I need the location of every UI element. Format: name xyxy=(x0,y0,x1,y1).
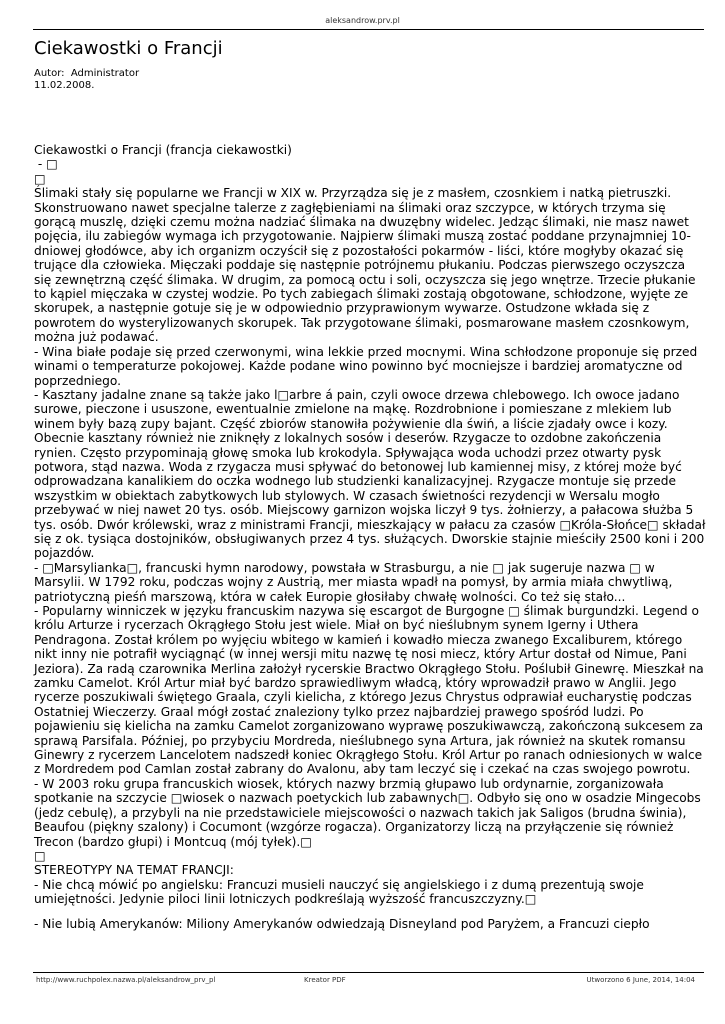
author-line: Autor: Administrator xyxy=(34,68,140,79)
article-line: □ xyxy=(34,848,46,863)
section-heading: STEREOTYPY NA TEMAT FRANCJI: xyxy=(34,863,234,878)
footer-generator: Kreator PDF xyxy=(304,976,346,984)
header-site-name: aleksandrow.prv.pl xyxy=(325,16,400,25)
article-paragraph: - Kasztany jadalne znane są także jako l□arbre á pain, czyli owoce drzewa chlebowego. Ich owoce jadano surowe, pieczone i ususzone, ewentualnie zmielone na mąkę. Rozdrobnione i pomieszane z mlekiem lub winem były bazą zupy bajant. Część zbiorów stanowiła pożywienie dla świń, a liście zjadały owce i kozy. Obecnie kasztany również nie zniknęły z lokalnych sosów i deserów. Rzygacze to ozdobne zakończenia rynien. Często przypominają głowę smoka lub krokodyla. Spływająca woda uchodzi przez otwarty pysk potwora, stąd nazwa. Woda z rzygacza musi spływać do betonowej lub kamiennej misy, z której może być odprowadzana kanalikiem do oczka wodnego lub studzienki kanalizacyjnej. Rzygacze montuje się przede wszystkim w obiektach zabytkowych lub stylowych. W czasach świetności rezydencji w Wersalu mogło przebywać w niej nawet 20 tys. osób. Miejscowy garnizon wojska liczył 9 tys. żołnierzy, a pałacowa służba 5 tys. osób. Dwór królewski, wraz z ministrami Francji, mieszkający w pałacu za czasów □Króla-Słońce□ składał się z ok. tysiąca dostojników, obsługiwanych przez 4 tys. służących. Dworskie stajnie mieściły 2500 koni i 200 pojazdów. xyxy=(34,387,706,561)
footer-divider xyxy=(33,972,704,973)
publish-date: 11.02.2008. xyxy=(34,80,95,91)
article-line: □ xyxy=(34,171,46,186)
footer-created: Utworzono 6 June, 2014, 14:04 xyxy=(586,976,695,984)
article-body xyxy=(34,143,706,931)
page-title: Ciekawostki o Francji xyxy=(34,38,223,59)
article-paragraph: - Nie lubią Amerykanów: Miliony Amerykanów odwiedzają Disneyland pod Paryżem, a Francuzi ciepło xyxy=(34,916,650,931)
article-paragraph: Ślimaki stały się popularne we Francji w XIX w. Przyrządza się je z masłem, czosnkiem i natką pietruszki. Skonstruowano nawet specjalne talerze z zagłębieniami na ślimaki oraz szczypce, w których trzyma się gorącą muszlę, dzięki czemu można nadziać ślimaka na dwuzębny widelec. Jedząc ślimaki, nie masz nawet pojęcia, ilu zabiegów wymaga ich przygotowanie. Najpierw ślimaki muszą zostać poddane przynajmniej 10-dniowej głodówce, aby ich organizm oczyścił się z pozostałości pokarmów - liści, które mogłyby okazać się trujące dla człowieka. Mięczaki poddaje się następnie potrójnemu płukaniu. Podczas pierwszego oczyszcza się zewnętrzną część ślimaka. W drugim, za pomocą octu i soli, oczyszcza się jego wnętrze. Trzecie płukanie to kąpiel mięczaka w czystej wodzie. Po tych zabiegach ślimaki zostają obgotowane, schłodzone, wyjęte ze skorupek, a następnie gotuje się je w odpowiednio przyprawionym wywarze. Ostudzone wkłada się z powrotem do wysterylizowanych skorupek. Tak przygotowane ślimaki, posmarowane masłem czosnkowym, można już podawać. xyxy=(34,186,696,345)
article-paragraph: - W 2003 roku grupa francuskich wiosek, których nazwy brzmią głupawo lub ordynarnie, zorganizowała spotkanie na szczycie □wiosek o nazwach poetyckich lub zabawnych□. Odbyło się ono w osadzie Mingecobs (jedz cebulę), a przybyli na nie przedstawiciele miejscowości o nazwach takich jak Saligos (brudna świnia), Beaufou (piękny szalony) i Cocumont (wzgórze rogacza). Organizatorzy liczą na przyłączenie się również Trecon (bardzo głupi) i Montcuq (mój tyłek).□ xyxy=(34,776,701,849)
footer-url: http://www.ruchpolex.nazwa.pl/aleksandrow_prv_pl xyxy=(36,976,216,984)
article-paragraph: - Nie chcą mówić po angielsku: Francuzi musieli nauczyć się angielskiego i z dumą prezentują swoje umiejętności. Jedynie piloci linii lotniczych podkreślają wyższość francuszczyzny.□ xyxy=(34,877,644,907)
article-paragraph: - Wina białe podaje się przed czerwonymi, wina lekkie przed mocnymi. Wina schłodzone proponuje się przed winami o temperaturze pokojowej. Każde podane wino powinno być mocniejsze i bardziej aromatyczne od poprzedniego. xyxy=(34,344,698,388)
header-divider xyxy=(33,29,704,30)
article-line: Ciekawostki o Francji (francja ciekawostki) xyxy=(34,143,292,157)
article-meta xyxy=(34,68,139,92)
article-paragraph: - Popularny winniczek w języku francuskim nazywa się escargot de Burgogne □ ślimak burgundzki. Legend o królu Arturze i rycerzach Okrągłego Stołu jest wiele. Miał on być nieślubnym synem Igerny i Uthera Pendragona. Został królem po wyjęciu wbitego w kamień i kowadło miecza zwanego Excaliburem, którego nikt inny nie potrafił wyciągnąć (w innej wersji mitu nazwę tę nosi miecz, który Artur dostał od Nimue, Pani Jeziora). Za radą czarownika Merlina założył rycerskie Bractwo Okrągłego Stołu. Poślubił Ginewrę. Mieszkał na zamku Camelot. Król Artur miał być bardzo sprawiedliwym władcą, który wprowadził prawo w Anglii. Jego rycerze poszukiwali świętego Graala, czyli kielicha, z którego Jezus Chrystus odprawiał eucharystię podczas Ostatniej Wieczerzy. Graal mógł zostać znaleziony tylko przez najbardziej prawego spośród ludzi. Po pojawieniu się kielicha na zamku Camelot zorganizowano wyprawę poszukiwawczą, zakończoną sukcesem za sprawą Parsifala. Później, po przybyciu Mordreda, nieślubnego syna Artura, jak również na skutek romansu Ginewry z rycerzem Lancelotem nadszedł koniec Okrągłego Stołu. Król Artur po ranach odniesionych w walce z Mordredem pod Camlan został zabrany do Avalonu, aby tam leczyć się i czekać na czas swojego powrotu. xyxy=(34,604,704,777)
article-paragraph: - □Marsylianka□, francuski hymn narodowy, powstała w Strasburgu, a nie □ jak sugeruje nazwa □ w Marsylii. W 1792 roku, podczas wojny z Austrią, mer miasta wpadł na pomysł, by armia miała chwytliwą, patriotyczną pieśń marszową, która w całek Europie głosiłaby chwałę wolności. Co też się stało... xyxy=(34,560,673,604)
article-line: - □ xyxy=(34,157,58,172)
